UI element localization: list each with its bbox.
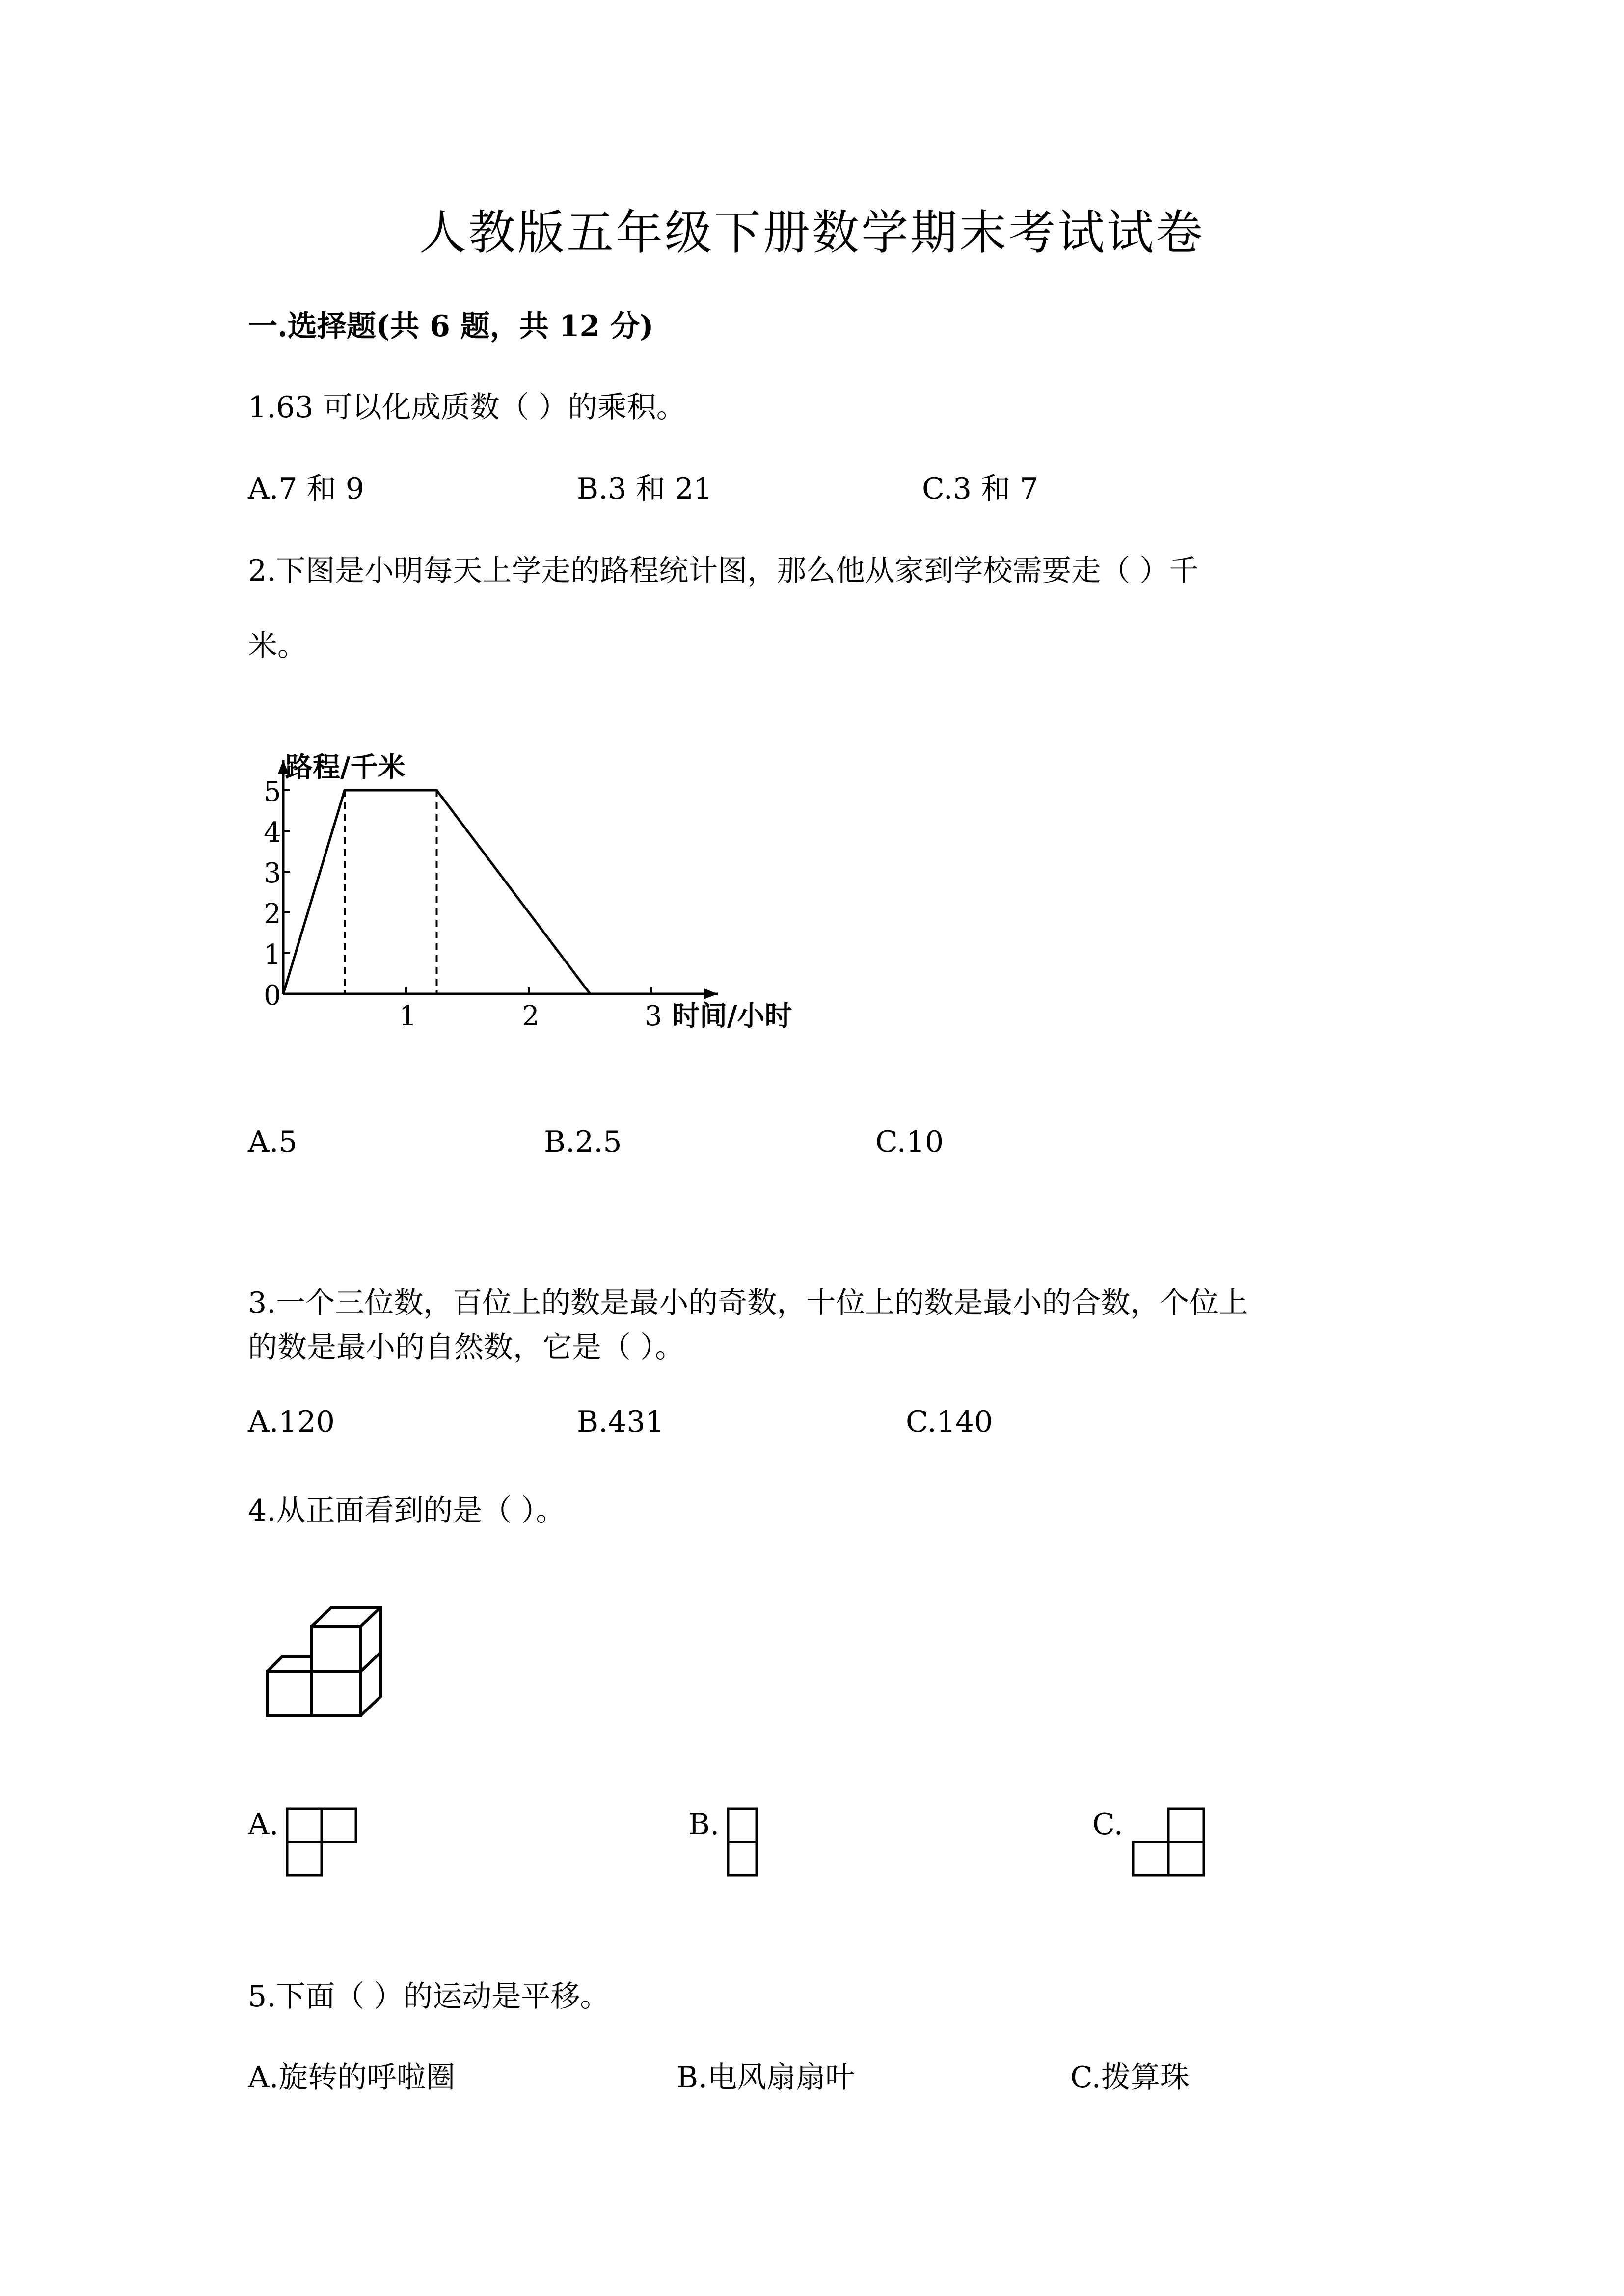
q3-option-a[interactable]: A.120: [248, 1405, 335, 1439]
q4-option-a-figure[interactable]: [285, 1806, 358, 1880]
y-tick-label: 5: [264, 776, 281, 808]
x-tick-label: 2: [522, 1000, 540, 1032]
question-5-stem: 5.下面（ ）的运动是平移。: [248, 1979, 610, 2014]
q3-option-c[interactable]: C.140: [906, 1405, 993, 1439]
y-tick-label: 2: [264, 898, 281, 930]
x-tick-label: 1: [399, 1000, 417, 1032]
q5-option-a[interactable]: A.旋转的呼啦圈: [248, 2060, 456, 2095]
q3-option-b[interactable]: B.431: [577, 1405, 664, 1439]
page-title: 人教版五年级下册数学期末考试试卷: [419, 205, 1205, 260]
question-2-stem-line-2: 米。: [248, 629, 307, 663]
section-heading: 一.选择题(共 6 题，共 12 分): [248, 309, 654, 344]
question-1-stem: 1.63 可以化成质数（ ）的乘积。: [248, 390, 686, 425]
y-tick-label: 4: [264, 817, 281, 849]
question-3-stem-line-2: 的数是最小的自然数，它是（ ）。: [248, 1330, 685, 1364]
q4-option-b-figure[interactable]: [726, 1806, 760, 1880]
q4-option-c-figure[interactable]: [1129, 1806, 1208, 1880]
x-axis-arrow: [704, 988, 718, 999]
q4-option-c[interactable]: C.: [1092, 1807, 1123, 1842]
x-tick-label: 3: [645, 1000, 662, 1032]
distance-series-line: [283, 790, 590, 994]
q4-option-a[interactable]: A.: [248, 1807, 279, 1842]
q5-option-b[interactable]: B.电风扇扇叶: [677, 2060, 855, 2095]
x-axis-label: 时间/小时: [672, 1000, 792, 1032]
question-3-stem-line-1: 3.一个三位数，百位上的数是最小的奇数，十位上的数是最小的合数，个位上: [248, 1286, 1248, 1320]
y-tick-label: 0: [264, 980, 281, 1012]
q1-option-c[interactable]: C.3 和 7: [922, 472, 1039, 506]
q2-option-c[interactable]: C.10: [875, 1125, 944, 1159]
question-4-stem: 4.从正面看到的是（ ）。: [248, 1494, 566, 1528]
q1-option-b[interactable]: B.3 和 21: [577, 472, 712, 506]
cube-stack-figure: [260, 1598, 388, 1715]
question-2-stem-line-1: 2.下图是小明每天上学走的路程统计图，那么他从家到学校需要走（ ）千: [248, 554, 1199, 588]
q1-option-a[interactable]: A.7 和 9: [248, 472, 364, 506]
y-tick-label: 3: [264, 857, 281, 889]
q4-option-b[interactable]: B.: [688, 1807, 720, 1842]
q5-option-c[interactable]: C.拨算珠: [1070, 2060, 1190, 2095]
q2-option-b[interactable]: B.2.5: [544, 1125, 622, 1159]
q2-option-a[interactable]: A.5: [248, 1125, 298, 1159]
y-axis-label: 路程/千米: [285, 751, 406, 784]
y-tick-label: 1: [264, 939, 281, 971]
